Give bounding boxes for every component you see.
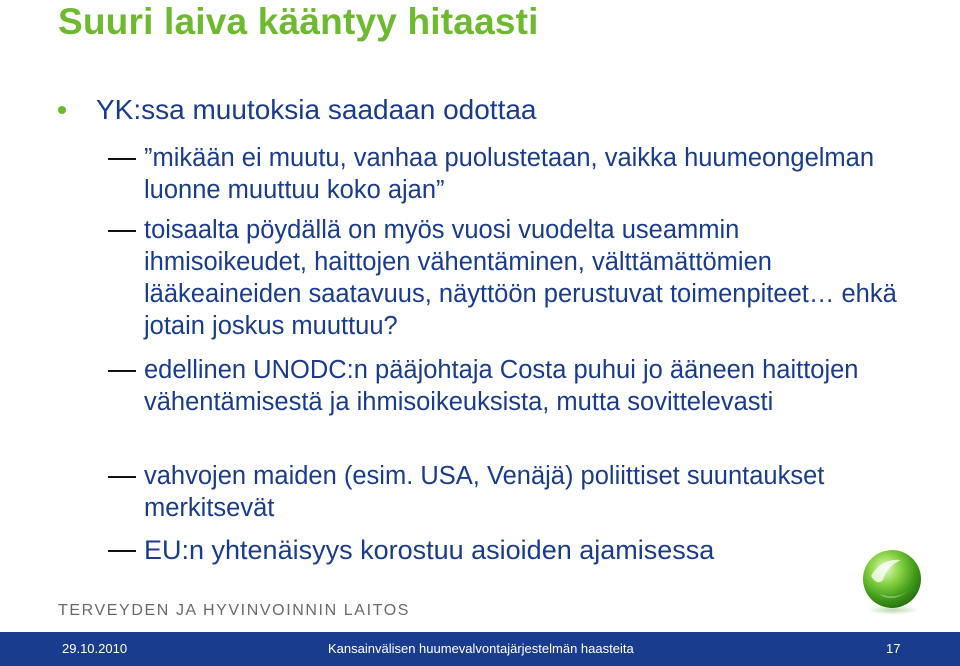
footer-bar: [0, 632, 960, 666]
sub-bullet-text: ”mikään ei muutu, vanhaa puolustetaan, vaikka huumeongelman luonne muuttuu koko ajan”: [144, 144, 875, 204]
dash-icon: [108, 370, 136, 372]
slide-title: Suuri laiva kääntyy hitaasti: [58, 1, 539, 42]
dash-icon: [108, 550, 136, 552]
sub-bullet-text: toisaalta pöydällä on myös vuosi vuodelta useammin ihmisoikeudet, haittojen vähentäminen, välttämättömien lääkeaineiden saatavuus, näyttöön perustuvat toimenpiteet… ehkä jotain joskus muuttuu?: [144, 216, 897, 340]
organization-logo-text: TERVEYDEN JA HYVINVOINNIN LAITOS: [58, 602, 411, 619]
footer-presentation-title: Kansainvälisen huumevalvontajärjestelmän haasteita: [328, 641, 634, 656]
footer-date: 29.10.2010: [62, 641, 128, 656]
dash-icon: [108, 158, 136, 160]
sub-bullet-text: vahvojen maiden (esim. USA, Venäjä) poliittiset suuntaukset merkitsevät: [144, 462, 825, 522]
bullet-dot-icon: [58, 106, 66, 114]
dash-icon: [108, 476, 136, 478]
sub-bullet-text: edellinen UNODC:n pääjohtaja Costa puhui jo ääneen haittojen vähentämisestä ja ihmisoikeuksista, mutta sovittelevasti: [144, 356, 859, 416]
green-orb-icon: [857, 546, 927, 616]
footer-page-number: 17: [886, 641, 901, 656]
dash-icon: [108, 230, 136, 232]
main-bullet-text: YK:ssa muutoksia saadaan odottaa: [96, 94, 537, 125]
sub-bullet-text: EU:n yhtenäisyys korostuu asioiden ajamisessa: [144, 535, 715, 565]
